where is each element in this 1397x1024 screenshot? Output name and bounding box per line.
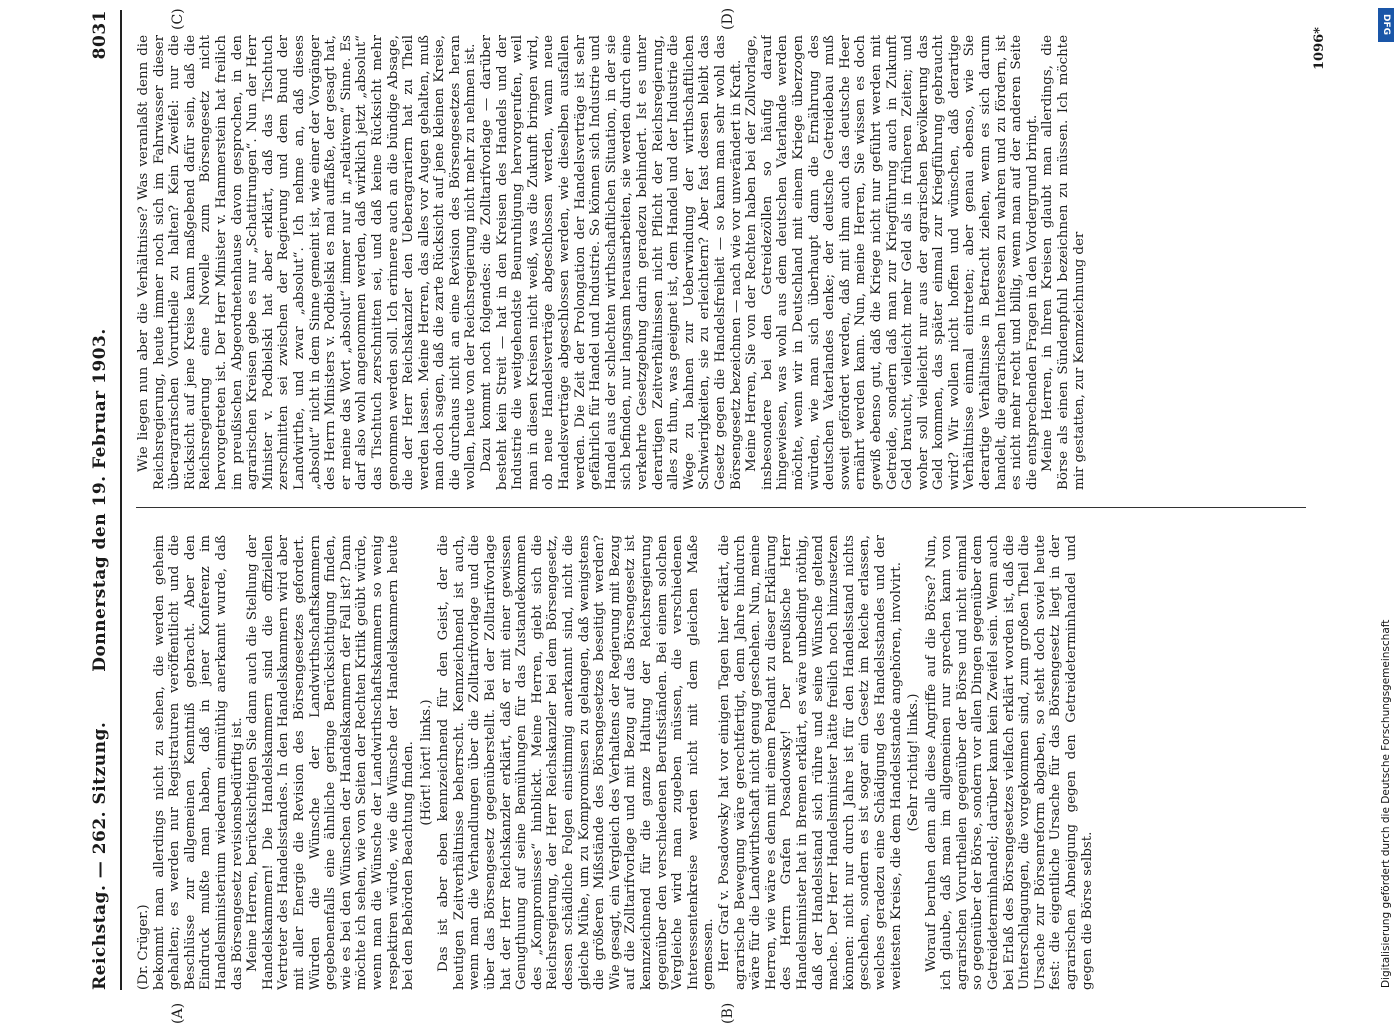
rotated-document-page — [80, 7, 1380, 1024]
interjection: (Hört! hört! links.) — [418, 699, 434, 826]
paragraph: Herr Graf v. Posadowsky hat vor einigen Tagen hier erklärt, die agrarische Bewegung wäre gerechtfertigt, denn Jahre hindurch wäre für die Landwirthschaft nicht genug geschehen. Nun, meine Herren, wie wäre es denn mit einem Pendant zu dieser Erklärung des Herrn Grafen Posadowsky! Der preußische Herr Handelsminister hat in Bremen erklärt, es wäre unbedingt nöthig, daß der Handelsstand sich rühre und seine Wünsche geltend mache. Der Herr Handelsminister hätte freilich noch hinzusetzen können: nicht nur durch Jahre ist für den Handelsstand nichts geschehen, sondern es ist sogar ein Gesetz im Reiche erlassen, welches geradezu eine Schädigung des Handelsstandes und der weitesten Kreise, die dem Handelsstande angehören, involvirt. — [716, 535, 904, 990]
margin-mark-c: (C) — [170, 8, 186, 30]
paragraph: bekommt man allerdings nicht zu sehen, die werden geheim gehalten; es werden nur Registraturen veröffentlicht und die Beschlüsse zur allgemeinen Kenntniß gebracht. Aber den Eindruck mußte man haben, daß in jener Konferenz im Handelsministerium wiederum einmüthig anerkannt wurde, daß das Börsengesetz revisionsbedürftig ist. — [151, 535, 245, 990]
paragraph: Meine Herren, berücksichtigen Sie dann auch die Stellung der Handelskammern! Die Handelskammern sind die offiziellen Vertreter des Handelsstandes. In den Handelskammern wird aber mit aller Energie die Revision des Börsengesetzes gefordert. Würden die Wünsche der Landwirthschaftskammern gegebenenfalls eine ähnliche geringe Berücksichtigung finden, wie es bei den Wünschen der Handelskammern der Fall ist? Dann möchte ich sehen, wie von Seiten der Rechten Kritik geübt würde, wenn man die Wünsche der Landwirthschaftskammern so wenig respektiren würde, wie die Wünsche der Handelskammern heute bei den Behörden Beachtung finden. — [245, 535, 417, 990]
header-date: Donnerstag den 19. Februar 1903. — [90, 328, 110, 672]
paragraph: Das ist aber eben kennzeichnend für den Geist, der die heutigen Zeitverhältnisse beherrscht. Kennzeichnend ist auch, wenn man die Verhandlungen über die Zolltarifvorlage und die über das Börsengesetz gegenüberstellt. Bei der Zolltarifvorlage hat der Herr Reichskanzler erklärt, daß er mit einer gewissen Genugthuung auf seine Bemühungen für das Zustandekommen des „Kompromisses“ hinblickt. Meine Herren, giebt sich die Reichsregierung, der Herr Reichskanzler bei dem Börsengesetz, dessen schädliche Folgen einstimmig anerkannt sind, nicht die gleiche Mühe, um zu Kompromissen zu gelangen, daß wenigstens die größeren Mißstände des Börsengesetzes beseitigt werden? Wie gesagt, ein Vergleich des Verhaltens der Regierung mit Bezug auf die Zolltarifvorlage und mit Bezug auf das Börsengesetz ist kennzeichnend für die ganze Haltung der Reichsregierung gegenüber den verschiedenen Berufsständen. Bei einem solchen Vergleiche wird man zugeben müssen, die verschiedenen Interessentenkreise werden nicht mit dem gleichen Maße gemessen. — [436, 535, 717, 990]
paragraph: Meine Herren, Sie von der Rechten haben bei der Zollvorlage, insbesondere bei den Getreidezöllen so häufig darauf hingewiesen, was wohl aus dem deutschen Vaterlande werden möchte, wenn wir in Deutschland mit einem Kriege überzogen würden, wie man sich überhaupt dann die Ernährung des deutschen Vaterlandes denke; der deutsche Getreidebau muß soweit gefördert werden, daß mit ihm auch das deutsche Heer ernährt werden kann. Nun, meine Herren, Sie wissen es doch gewiß ebenso gut, daß die Kriege nicht nur geführt werden mit Getreide, sondern daß man zur Kriegführung auch in Zukunft Geld braucht, vielleicht mehr Geld als in früheren Zeiten; und woher soll vielleicht nur aus der agrarischen Bevölkerung das Geld kommen, das später einmal zur Kriegführung gebraucht wird? Wir wollen nicht hoffen und wünschen, daß derartige Verhältnisse einmal eintreten; aber genau ebenso, wie Sie derartige Verhältnisse in Betracht ziehen, wenn es sich darum handelt, die agrarischen Interessen zu wahren und zu fördern, ist es nicht mehr recht und billig, wenn man auf der anderen Seite die entsprechenden Fragen in den Vordergrund bringt. — [744, 35, 1040, 490]
corrigendum-mark: 1096* — [1312, 27, 1327, 70]
paragraph: Wie liegen nun aber die Verhältnisse? Was veranlaßt denn die Reichsregierung, heute immer noch sich im Fahrwasser dieser überagrarischen Vorurtheile zu halten? Kein Zweifel: nur die Rücksicht auf jene Kreise kann maßgebend dafür sein, daß die Reichsregierung eine Novelle zum Börsengesetz nicht hervorgetreten ist. Der Herr Minister v. Hammerstein hat freilich im preußischen Abgeordnetenhause davon gesprochen, in den agrarischen Kreisen gebe es nur „Schattirungen“. Nun der Herr Minister v. Podbielski hat aber erklärt, daß das Tischtuch zerschnitten sei zwischen der Regierung und dem Bund der Landwirthe, und zwar „absolut“. Ich nehme an, daß dieses „absolut“ nicht in dem Sinne gemeint ist, wie einer der Vorgänger des Herrn Ministers v. Podbielski es mal auffaßte, der gesagt hat, er meine das Wort „absolut“ immer nur in „relativem“ Sinne. Es darf also wohl angenommen werden, daß wirklich jetzt „absolut“ das Tischtuch zerschnitten sei, und daß keine Rücksicht mehr genommen werden soll. Ich erinnere auch an die bündige Absage, die der Herr Reichskanzler den Ueberagrariern hat zu Theil werden lassen. Meine Herren, das alles vor Augen gehalten, muß man doch sagen, daß die zarte Rücksicht auf jene kleinen Kreise, die durchaus nicht an eine Revision des Börsengesetzes heran wollen, heute von der Reichsregierung nicht mehr zu nehmen ist. — [136, 35, 479, 490]
dfg-logo: DFG — [1378, 8, 1394, 42]
text-column-left — [136, 535, 1306, 990]
header-rule — [120, 10, 122, 990]
paragraph: Meine Herren, in Ihren Kreisen glaubt man allerdings, die Börse als einen Sündenpfuhl bezeichnen zu müssen. Ich möchte mir gestatten, zur Kennzeichnung der — [1040, 35, 1087, 490]
page-number: 8031 — [90, 10, 110, 60]
paragraph: Dazu kommt noch folgendes: die Zolltarifvorlage — darüber besteht kein Streit — hat in den Kreisen des Handels und der Industrie die weitgehendste Beunruhigung hervorgerufen, weil man in diesen Kreisen nicht weiß, was die Zukunft bringen wird, ob neue Handelsverträge abgeschlossen werden, wann neue Handelsverträge abgeschlossen werden, wie dieselben ausfallen werden. Die Zeit der Prolongation der Handelsverträge ist sehr gefährlich für Handel und Industrie. So können sich Industrie und Handel aus der schlechten wirthschaftlichen Situation, in der sie sich befinden, nur langsam herausarbeiten, sie werden durch eine verkehrte Gesetzgebung darin geradezu behindert. Ist es unter derartigen Zeitverhältnissen nicht Pflicht der Reichsregierung, alles zu thun, was geeignet ist, dem Handel und der Industrie die Wege zu bahnen zur Ueberwindung der wirthschaftlichen Schwierigkeiten, sie zu erleichtern? Aber fast dessen bleibt das Gesetz gegen die Handelsfreiheit — so kann man sehr wohl das Börsengesetz bezeichnen — nach wie vor unverändert in Kraft. — [479, 35, 744, 490]
margin-mark-b: (B) — [720, 1002, 736, 1024]
column-divider — [136, 507, 1306, 508]
margin-mark-d: (D) — [720, 7, 736, 30]
header-left: Reichstag. — 262. Sitzung. — [90, 721, 110, 990]
dfg-watermark — [1378, 8, 1396, 998]
speaker-label: (Dr. Crüger.) — [136, 904, 151, 990]
margin-mark-a: (A) — [170, 1002, 186, 1024]
page-header — [80, 10, 120, 990]
text-column-right — [136, 35, 1306, 490]
digitization-credit: Digitalisierung gefördert durch die Deutsche Forschungsgemeinschaft — [1380, 619, 1392, 988]
interjection: (Sehr richtig! links.) — [906, 693, 922, 832]
paragraph: Worauf beruhen denn alle diese Angriffe auf die Börse? Nun, ich glaube, daß man im allgemeinen nur sprechen kann von agrarischen Vorurtheilen gegenüber der Börse und nicht einmal so gegenüber der Börse, sondern vor allen Dingen gegenüber dem Getreideterminhandel; darüber kann kein Zweifel sein. Wenn auch bei Erlaß des Börsengesetzes vielfach erklärt worden ist, daß die Unterschlagungen, die vorgekommen sind, zum großen Theil die Ursache zur Börsenreform abgaben, so steht doch soviel heute fest: die eigentliche Ursache für das Börsengesetz liegt in der agrarischen Abneigung gegen den Getreideterminhandel und gegen die Börse selbst. — [923, 535, 1095, 990]
